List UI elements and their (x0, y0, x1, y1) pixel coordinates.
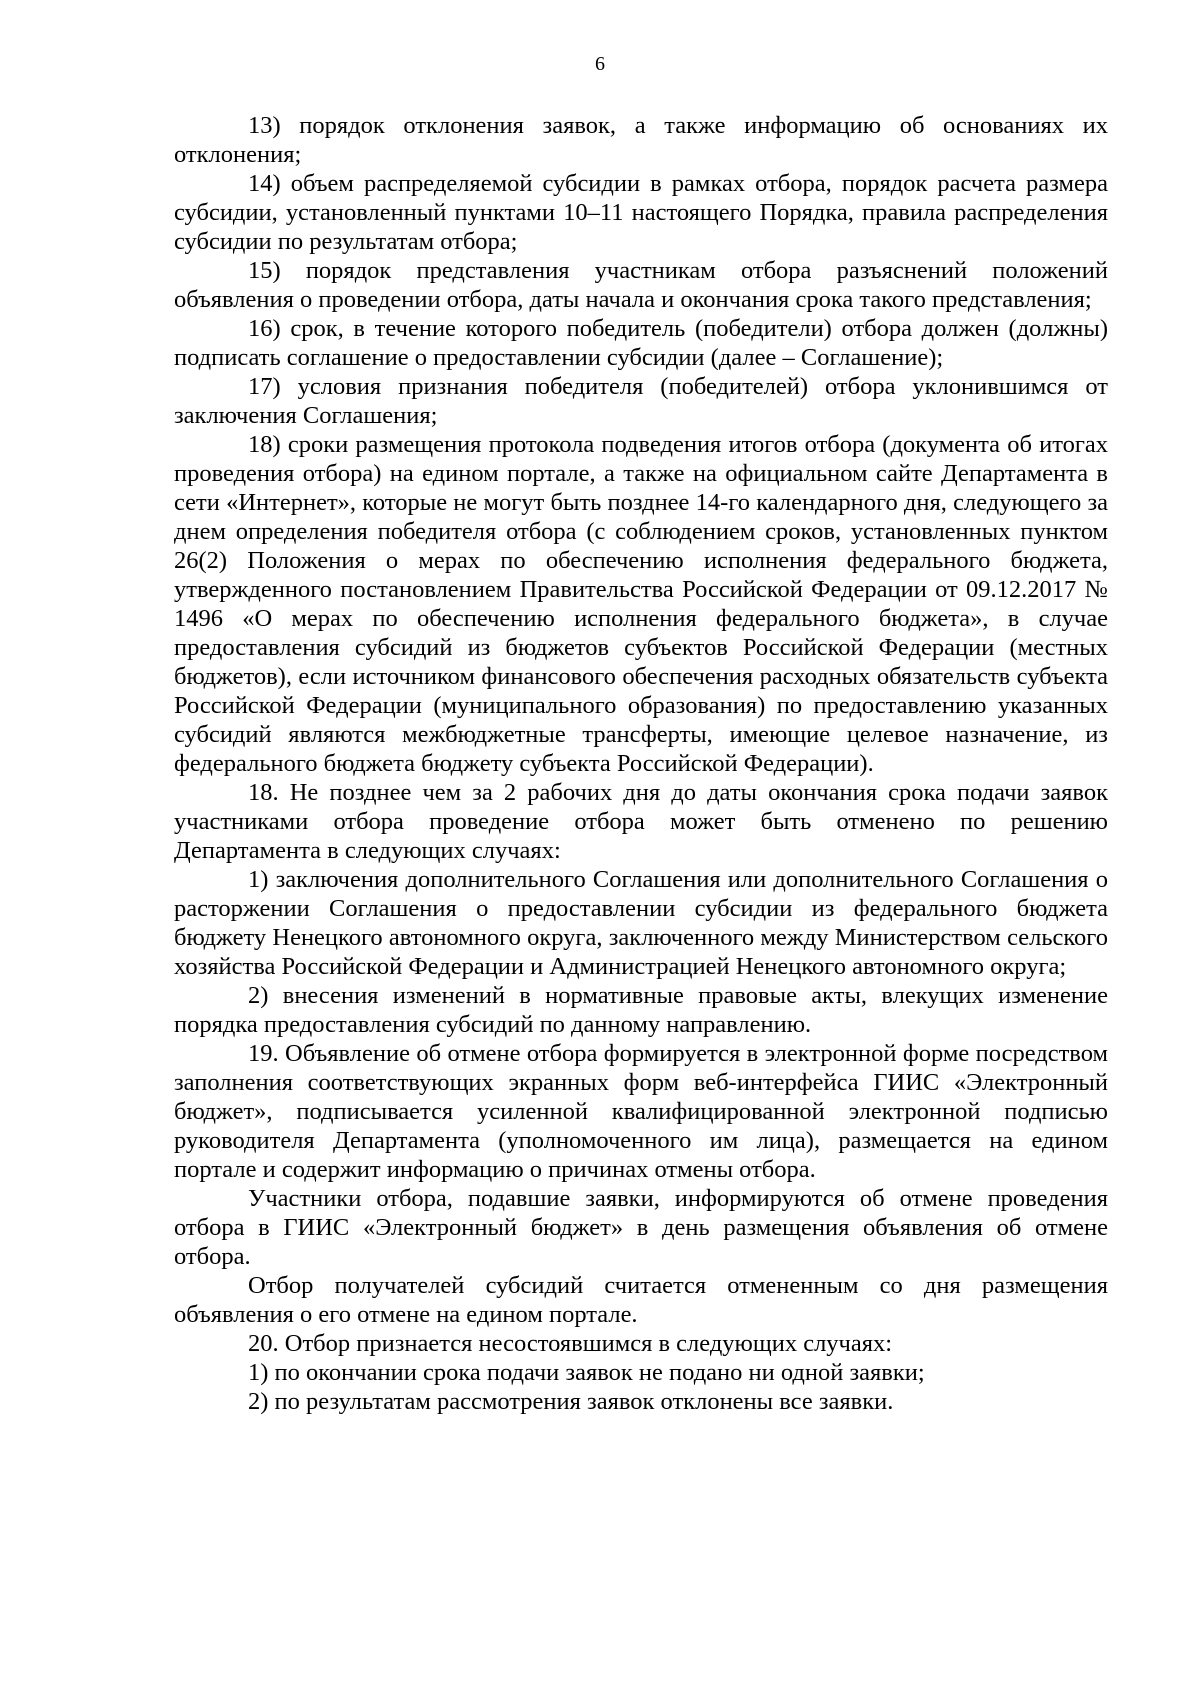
page-number: 6 (595, 53, 605, 75)
paragraph-item-13: 13) порядок отклонения заявок, а также информацию об основаниях их отклонения; (174, 112, 1108, 168)
paragraph-section-19: 19. Объявление об отмене отбора формируется в электронной форме посредством заполнения соответствующих экранных форм веб-интерфейса ГИИС «Электронный бюджет», подписывается усиленной квалифицированной электронной подписью руководителя Департамента (уполномоченного им лица), размещается на едином портале и содержит информацию о причинах отмены отбора. (174, 1040, 1108, 1183)
paragraph-cancellation-date: Отбор получателей субсидий считается отмененным со дня размещения объявления о его отмене на едином портале. (174, 1272, 1108, 1328)
paragraph-section-20: 20. Отбор признается несостоявшимся в следующих случаях: (248, 1330, 893, 1357)
paragraph-item-16: 16) срок, в течение которого победитель (победители) отбора должен (должны) подписать соглашение о предоставлении субсидии (далее – Соглашение); (174, 315, 1108, 371)
paragraph-item-14: 14) объем распределяемой субсидии в рамках отбора, порядок расчета размера субсидии, установленный пунктами 10–11 настоящего Порядка, правила распределения субсидии по результатам отбора; (174, 170, 1108, 255)
document-body (174, 111, 1108, 1416)
paragraph-section-18: 18. Не позднее чем за 2 рабочих дня до даты окончания срока подачи заявок участниками отбора проведение отбора может быть отменено по решению Департамента в следующих случаях: (174, 779, 1108, 864)
paragraph-failure-1: 1) по окончании срока подачи заявок не подано ни одной заявки; (248, 1359, 925, 1386)
paragraph-case-1: 1) заключения дополнительного Соглашения или дополнительного Соглашения о расторжении Соглашения о предоставлении субсидии из федерального бюджета бюджету Ненецкого автономного округа, заключенного между Министерством сельского хозяйства Российской Федерации и Администрацией Ненецкого автономного округа; (174, 866, 1108, 980)
paragraph-item-15: 15) порядок представления участникам отбора разъяснений положений объявления о проведении отбора, даты начала и окончания срока такого представления; (174, 257, 1108, 313)
paragraph-item-18: 18) сроки размещения протокола подведения итогов отбора (документа об итогах проведения отбора) на едином портале, а также на официальном сайте Департамента в сети «Интернет», которые не могут быть позднее 14-го календарного дня, следующего за днем определения победителя отбора (с соблюдением сроков, установленных пунктом 26(2) Положения о мерах по обеспечению исполнения федерального бюджета, утвержденного постановлением Правительства Российской Федерации от 09.12.2017 № 1496 «О мерах по обеспечению исполнения федерального бюджета», в случае предоставления субсидий из бюджетов субъектов Российской Федерации (местных бюджетов), если источником финансового обеспечения расходных обязательств субъекта Российской Федерации (муниципального образования) по предоставлению указанных субсидий являются межбюджетные трансферты, имеющие целевое назначение, из федерального бюджета бюджету субъекта Российской Федерации). (174, 431, 1108, 777)
paragraph-participants-notice: Участники отбора, подавшие заявки, информируются об отмене проведения отбора в ГИИС «Электронный бюджет» в день размещения объявления об отмене отбора. (174, 1185, 1108, 1270)
paragraph-failure-2: 2) по результатам рассмотрения заявок отклонены все заявки. (248, 1388, 894, 1415)
paragraph-item-17: 17) условия признания победителя (победителей) отбора уклонившимся от заключения Соглашения; (174, 373, 1108, 429)
paragraph-case-2: 2) внесения изменений в нормативные правовые акты, влекущих изменение порядка предоставления субсидий по данному направлению. (174, 982, 1108, 1038)
